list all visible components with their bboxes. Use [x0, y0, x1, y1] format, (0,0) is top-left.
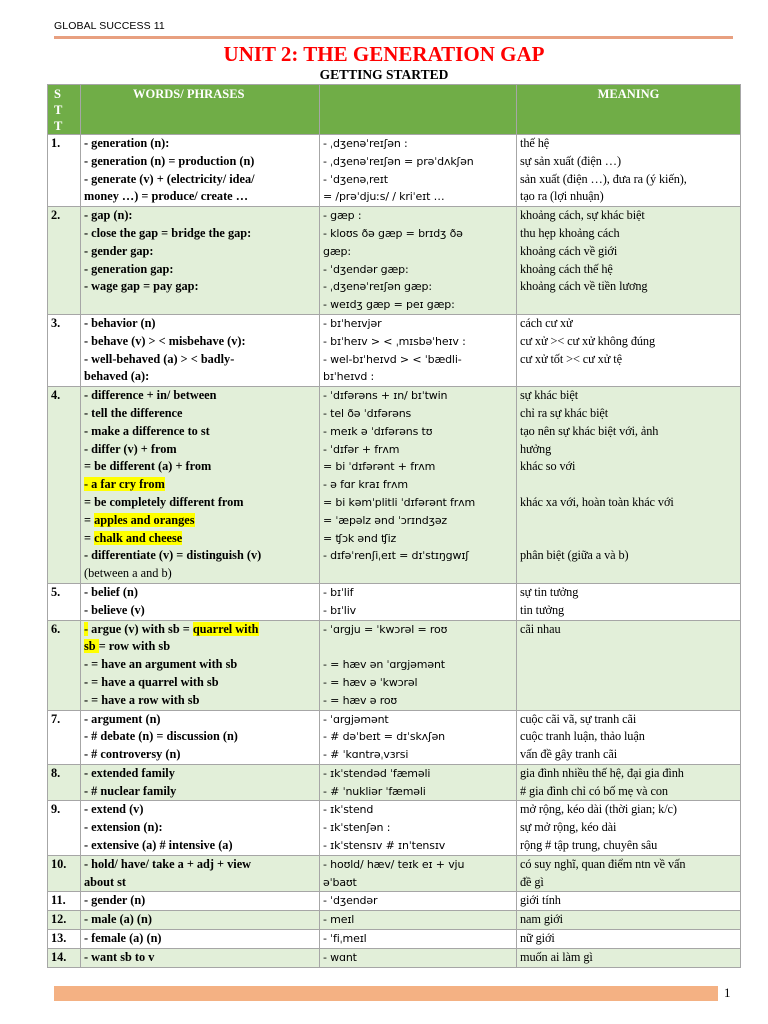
- ipa-cell: [320, 710, 517, 764]
- word-line: - argument (n): [84, 711, 161, 726]
- word-line: - wage gap = pay gap:: [84, 279, 199, 294]
- meaning-line: # gia đình chỉ có bố mẹ và con: [520, 783, 668, 798]
- word-line: - gender gap:: [84, 243, 154, 258]
- table-row: [48, 387, 741, 584]
- meaning-line: khoảng cách, sự khác biệt: [520, 208, 645, 223]
- ipa-cell: [320, 801, 517, 855]
- word-line: - gap (n):: [84, 208, 133, 223]
- word-line: - generate (v) + (electricity/ idea/: [84, 171, 255, 186]
- ipa-line: = bi ˈdɪfərənt + frʌm: [323, 460, 436, 474]
- meaning-cell: [517, 207, 741, 315]
- words-cell: [81, 801, 320, 855]
- word-line: - believe (v): [84, 602, 145, 617]
- meaning-line: khoảng cách về giới: [520, 243, 618, 258]
- ipa-line: - wɑnt: [323, 950, 357, 964]
- column-header-stt: STT: [48, 85, 81, 135]
- word-line: - extend (v): [84, 802, 144, 817]
- meaning-line: [520, 512, 737, 530]
- row-number: 10.: [48, 855, 81, 892]
- word-line: - # nuclear family: [84, 783, 177, 798]
- ipa-line: - ˌdʒenəˈreɪʃən = prəˈdʌkʃən: [323, 154, 474, 168]
- meaning-line: mở rộng, kéo dài (thời gian; k/c): [520, 802, 677, 817]
- meaning-line: nữ giới: [520, 931, 555, 946]
- word-line: - differ (v) + from: [84, 441, 177, 456]
- word-line: - generation (n) = production (n): [84, 153, 255, 168]
- table-row: [48, 911, 741, 930]
- word-line: - = have a quarrel with sb: [84, 674, 219, 689]
- word-line: - argue (v) with sb = quarrel with: [84, 621, 259, 636]
- table-row: [48, 855, 741, 892]
- word-line: - hold/ have/ take a + adj + view: [84, 856, 252, 871]
- ipa-line: = ʧɔk ənd ʧiz: [323, 531, 397, 545]
- words-cell: [81, 387, 320, 584]
- ipa-line: - bɪˈheɪv > < ˌmɪsbəˈheɪv :: [323, 334, 466, 348]
- ipa-line: - bɪˈliv: [323, 603, 356, 617]
- meaning-line: thu hẹp khoảng cách: [520, 225, 620, 240]
- word-line: - extensive (a) # intensive (a): [84, 838, 233, 853]
- ipa-cell: [320, 911, 517, 930]
- table-row: [48, 892, 741, 911]
- ipa-line: əˈbaʊt: [323, 875, 357, 889]
- word-line: - close the gap = bridge the gap:: [84, 225, 252, 240]
- ipa-line: - # dəˈbeɪt = dɪˈskʌʃən: [323, 730, 446, 744]
- ipa-line: - bɪˈheɪvjər: [323, 316, 382, 330]
- meaning-line: cuộc tranh luận, thảo luận: [520, 729, 645, 744]
- ipa-line: - ˌdʒenəˈreɪʃən gæp:: [323, 280, 432, 294]
- ipa-cell: [320, 855, 517, 892]
- meaning-line: giới tính: [520, 893, 561, 908]
- meaning-cell: [517, 948, 741, 967]
- meaning-line: khoảng cách thế hệ: [520, 261, 613, 276]
- ipa-line: - ˈɑrgjəmənt: [323, 712, 389, 726]
- word-line: - female (a) (n): [84, 931, 162, 946]
- ipa-line: = bi kəmˈplitli ˈdɪfərənt frʌm: [323, 495, 476, 509]
- row-number: 3.: [48, 314, 81, 386]
- row-number: 4.: [48, 387, 81, 584]
- ipa-line: - ˌdʒenəˈreɪʃən :: [323, 137, 408, 150]
- word-line: - gender (n): [84, 893, 146, 908]
- ipa-line: = ˈæpəlz ənd ˈɔrɪndʒəz: [323, 513, 448, 527]
- page-title: UNIT 2: THE GENERATION GAP: [223, 42, 545, 66]
- ipa-line: - # ˈnukliər ˈfæməli: [323, 784, 426, 798]
- word-line: - belief (n): [84, 584, 138, 599]
- meaning-cell: [517, 583, 741, 620]
- row-number: 9.: [48, 801, 81, 855]
- meaning-line: [520, 530, 737, 548]
- meaning-line: rộng # tập trung, chuyên sâu: [520, 838, 658, 853]
- ipa-line: - dɪfəˈrenʃiˌeɪt = dɪˈstɪŋgwɪʃ: [323, 549, 469, 563]
- row-number: 11.: [48, 892, 81, 911]
- meaning-line: cư xử tốt >< cư xử tệ: [520, 351, 622, 366]
- row-number: 13.: [48, 930, 81, 949]
- ipa-line: - ɪkˈstend: [323, 803, 374, 817]
- ipa-line: - gæp :: [323, 209, 362, 223]
- meaning-cell: [517, 930, 741, 949]
- meaning-line: phân biệt (giữa a và b): [520, 548, 629, 563]
- ipa-line: - meɪl: [323, 913, 355, 927]
- words-cell: [81, 855, 320, 892]
- meaning-line: có suy nghĩ, quan điểm ntn về vấn: [520, 856, 686, 871]
- column-header-ipa: [320, 85, 517, 135]
- table-row: [48, 207, 741, 315]
- row-number: 8.: [48, 764, 81, 801]
- word-line: (between a and b): [84, 566, 172, 581]
- column-header-meaning: MEANING: [517, 85, 741, 135]
- ipa-line: - tel ðə ˈdɪfərəns: [323, 406, 412, 420]
- meaning-line: muốn ai làm gì: [520, 949, 593, 964]
- ipa-cell: [320, 930, 517, 949]
- ipa-cell: [320, 387, 517, 584]
- ipa-line: - ɪkˈstensɪv # ɪnˈtensɪv: [323, 839, 446, 853]
- meaning-line: sự sản xuất (điện …): [520, 153, 621, 168]
- table-row: [48, 801, 741, 855]
- meaning-cell: [517, 135, 741, 207]
- meaning-line: hưởng: [520, 441, 552, 456]
- word-line: - a far cry from: [84, 477, 165, 492]
- vocabulary-table: [47, 84, 741, 968]
- word-line: - make a difference to st: [84, 423, 210, 438]
- words-cell: [81, 620, 320, 710]
- ipa-line: bɪˈheɪvd :: [323, 370, 375, 384]
- ipa-cell: [320, 207, 517, 315]
- ipa-line: - # ˈkɑntrəˌvɜrsi: [323, 748, 409, 762]
- table-row: [48, 620, 741, 710]
- row-number: 1.: [48, 135, 81, 207]
- ipa-cell: [320, 583, 517, 620]
- meaning-cell: [517, 387, 741, 584]
- meaning-line: thế hệ: [520, 136, 550, 150]
- ipa-cell: [320, 620, 517, 710]
- row-number: 14.: [48, 948, 81, 967]
- meaning-line: tạo ra (lợi nhuận): [520, 189, 604, 204]
- meaning-line: vấn đề gây tranh cãi: [520, 747, 618, 762]
- table-row: [48, 710, 741, 764]
- row-number: 6.: [48, 620, 81, 710]
- ipa-line: - kloʊs ðə gæp = brɪdʒ ðə: [323, 226, 463, 240]
- meaning-line: khoảng cách về tiền lương: [520, 279, 648, 294]
- meaning-cell: [517, 911, 741, 930]
- words-cell: [81, 948, 320, 967]
- words-cell: [81, 314, 320, 386]
- ipa-line: - = hæv ə roʊ: [323, 693, 398, 707]
- ipa-line: - ˈdʒendər gæp:: [323, 262, 409, 276]
- ipa-line: - meɪk ə ˈdɪfərəns tʊ: [323, 424, 433, 438]
- meaning-line: [520, 476, 737, 494]
- ipa-line: - ˈdʒenəˌreɪt: [323, 172, 388, 186]
- meaning-line: cư xử >< cư xử không đúng: [520, 333, 656, 348]
- ipa-cell: [320, 948, 517, 967]
- ipa-line: - ˈɑrgju = ˈkwɔrəl = roʊ: [323, 622, 448, 636]
- table-row: [48, 314, 741, 386]
- ipa-line: - ə fɑr kraɪ frʌm: [323, 478, 408, 492]
- word-line: - # debate (n) = discussion (n): [84, 729, 238, 744]
- page-subtitle: GETTING STARTED: [319, 67, 449, 82]
- meaning-line: nam giới: [520, 912, 563, 927]
- words-cell: [81, 892, 320, 911]
- ipa-line: - wel-bɪˈheɪvd > < ˈbædli-: [323, 352, 462, 366]
- word-line: - difference + in/ between: [84, 388, 217, 403]
- word-line: = be completely different from: [84, 494, 244, 509]
- ipa-line: - ɪkˈstendəd ˈfæməli: [323, 766, 431, 780]
- ipa-line: - ˈdɪfərəns + ɪn/ bɪˈtwin: [323, 389, 448, 403]
- ipa-line: - ˈdɪfər + frʌm: [323, 442, 400, 456]
- ipa-line: = /prəˈdjuːs/ / kriˈeɪt …: [323, 190, 445, 204]
- meaning-line: chỉ ra sự khác biệt: [520, 405, 609, 420]
- word-line: - tell the difference: [84, 405, 183, 420]
- word-line: - male (a) (n): [84, 912, 152, 927]
- footer-bar: [54, 986, 718, 1001]
- meaning-line: đề gì: [520, 874, 544, 889]
- meaning-line: cãi nhau: [520, 621, 561, 636]
- word-line: - = have a row with sb: [84, 692, 200, 707]
- ipa-line: gæp:: [323, 244, 351, 258]
- word-line: - extension (n):: [84, 820, 163, 835]
- meaning-cell: [517, 620, 741, 710]
- meaning-line: sự tin tưởng: [520, 584, 579, 599]
- word-line: - behave (v) > < misbehave (v):: [84, 333, 246, 348]
- table-row: [48, 764, 741, 801]
- header-rule: [54, 36, 733, 39]
- word-line: about st: [84, 874, 127, 889]
- words-cell: [81, 764, 320, 801]
- meaning-line: khác xa với, hoàn toàn khác với: [520, 494, 674, 509]
- meaning-line: khác so với: [520, 459, 576, 474]
- word-line: behaved (a):: [84, 369, 150, 384]
- ipa-line: - hoʊld/ hæv/ teɪk eɪ + vju: [323, 857, 465, 871]
- words-cell: [81, 911, 320, 930]
- words-cell: [81, 583, 320, 620]
- table-row: [48, 135, 741, 207]
- ipa-line: - weɪdʒ gæp = peɪ gæp:: [323, 298, 455, 312]
- ipa-line: - = hæv ən ˈɑrgjəmənt: [323, 658, 445, 672]
- ipa-cell: [320, 314, 517, 386]
- word-line: money …) = produce/ create …: [84, 189, 248, 204]
- word-line: = be different (a) + from: [84, 459, 212, 474]
- word-line: - well-behaved (a) > < badly-: [84, 351, 235, 366]
- meaning-line: sự khác biệt: [520, 388, 579, 403]
- word-line: = apples and oranges: [84, 512, 195, 527]
- column-header-words: WORDS/ PHRASES: [81, 85, 320, 135]
- meaning-line: cách cư xử: [520, 315, 573, 330]
- page-number: 1: [724, 985, 731, 1000]
- word-line: = chalk and cheese: [84, 530, 183, 545]
- meaning-cell: [517, 710, 741, 764]
- ipa-line: - bɪˈlif: [323, 585, 354, 599]
- ipa-cell: [320, 764, 517, 801]
- ipa-line: - ˈfiˌmeɪl: [323, 932, 367, 946]
- words-cell: [81, 207, 320, 315]
- word-line: - generation gap:: [84, 261, 174, 276]
- row-number: 12.: [48, 911, 81, 930]
- word-line: - # controversy (n): [84, 747, 181, 762]
- ipa-line: - = hæv ə ˈkwɔrəl: [323, 675, 418, 689]
- table-row: [48, 583, 741, 620]
- word-line: - = have an argument with sb: [84, 657, 238, 672]
- ipa-line: - ˈdʒendər: [323, 894, 378, 908]
- meaning-cell: [517, 892, 741, 911]
- word-line: - generation (n):: [84, 136, 170, 150]
- row-number: 2.: [48, 207, 81, 315]
- words-cell: [81, 135, 320, 207]
- table-header-row: [48, 85, 741, 135]
- word-line: - extended family: [84, 765, 175, 780]
- table-body: [48, 135, 741, 968]
- ipa-cell: [320, 892, 517, 911]
- meaning-line: sản xuất (điện …), đưa ra (ý kiến),: [520, 171, 687, 186]
- meaning-line: sự mở rộng, kéo dài: [520, 820, 617, 835]
- meaning-cell: [517, 801, 741, 855]
- words-cell: [81, 710, 320, 764]
- ipa-cell: [320, 135, 517, 207]
- table-row: [48, 948, 741, 967]
- meaning-line: tin tưởng: [520, 602, 565, 617]
- ipa-line: [323, 638, 513, 656]
- ipa-line: - ɪkˈstenʃən :: [323, 821, 391, 835]
- meaning-line: tạo nên sự khác biệt với, ảnh: [520, 423, 659, 438]
- words-cell: [81, 930, 320, 949]
- meaning-cell: [517, 855, 741, 892]
- table-row: [48, 930, 741, 949]
- meaning-line: cuộc cãi vã, sự tranh cãi: [520, 711, 637, 726]
- word-line: - behavior (n): [84, 315, 156, 330]
- word-line: sb = row with sb: [84, 639, 171, 654]
- meaning-cell: [517, 764, 741, 801]
- meaning-line: gia đình nhiều thế hệ, đại gia đình: [520, 765, 684, 780]
- word-line: - differentiate (v) = distinguish (v): [84, 548, 262, 563]
- word-line: - want sb to v: [84, 949, 155, 964]
- meaning-cell: [517, 314, 741, 386]
- row-number: 7.: [48, 710, 81, 764]
- row-number: 5.: [48, 583, 81, 620]
- header-label: GLOBAL SUCCESS 11: [54, 20, 165, 32]
